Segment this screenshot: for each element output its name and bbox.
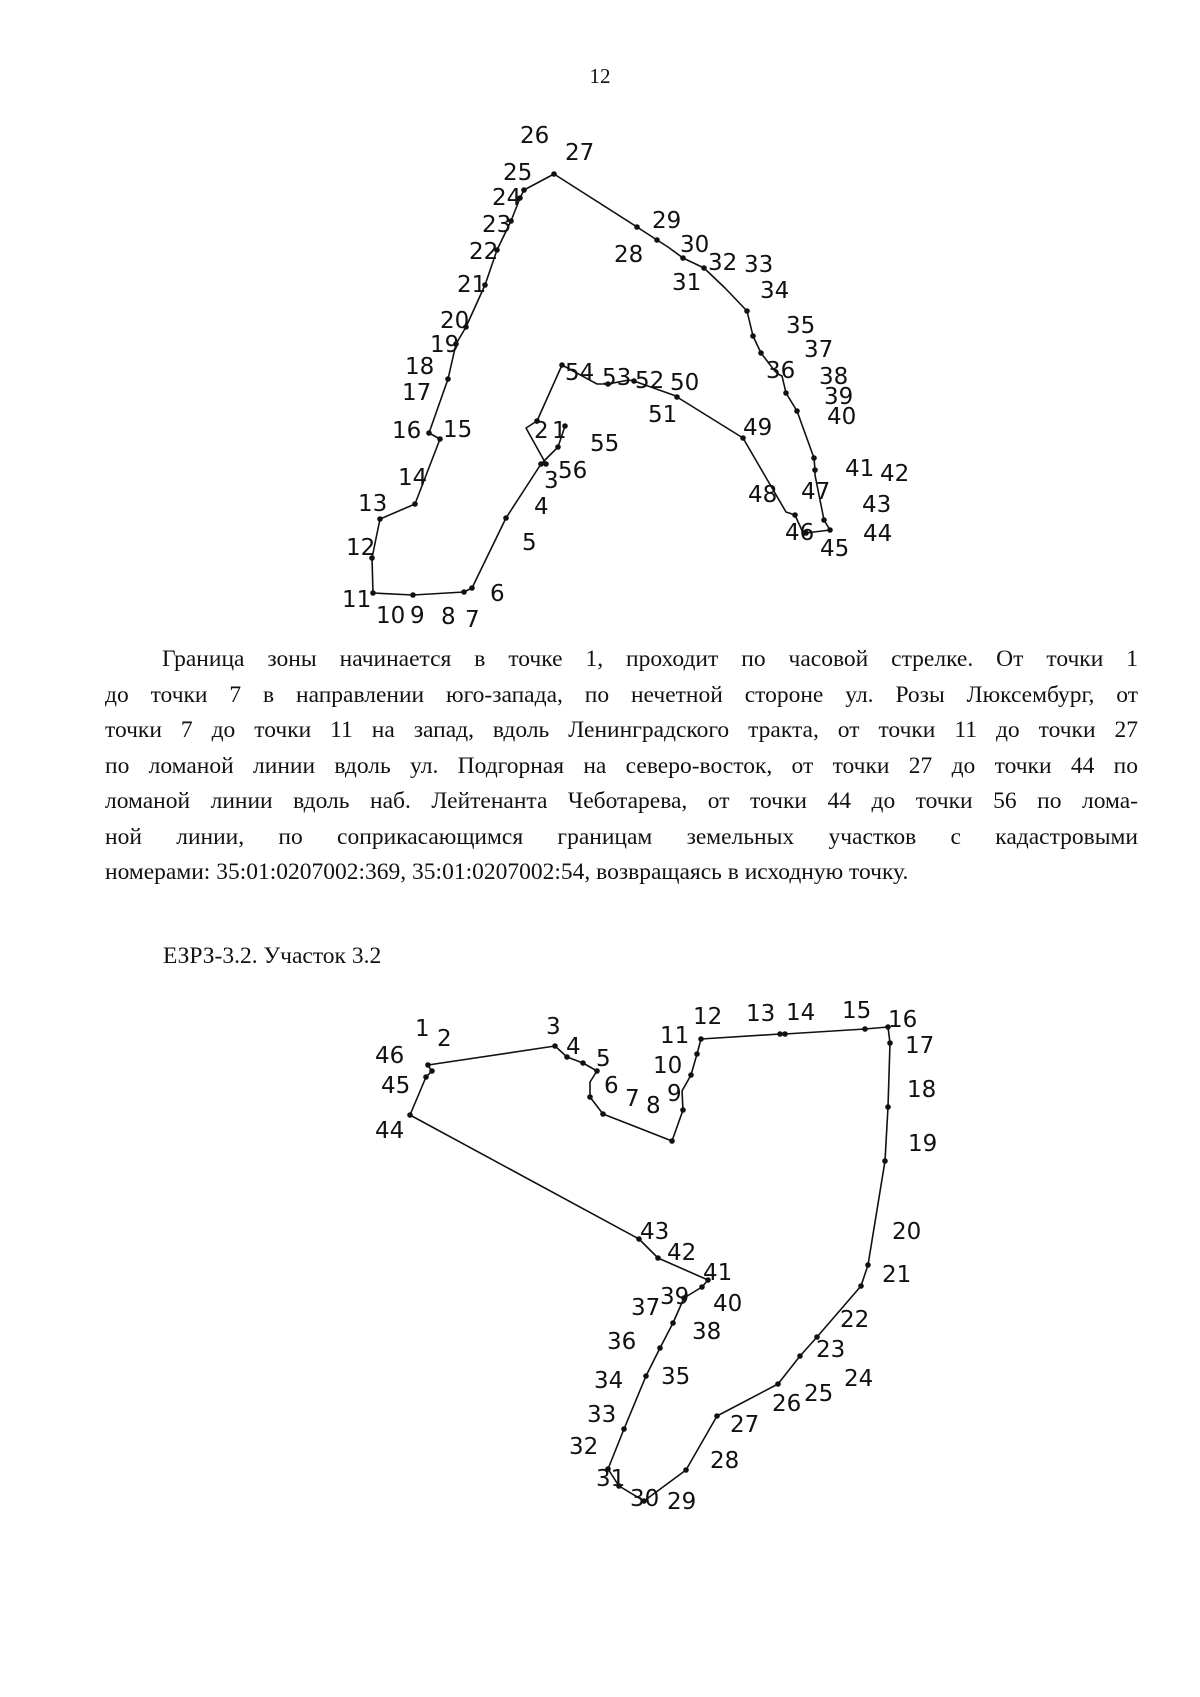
point-label: 31 <box>672 270 702 296</box>
point-label: 46 <box>785 520 815 546</box>
point-label: 5 <box>522 530 537 556</box>
point-label: 19 <box>430 332 460 358</box>
section-title: ЕЗРЗ-3.2. Участок 3.2 <box>163 943 382 969</box>
point-label: 18 <box>405 354 435 380</box>
point-label: 32 <box>708 250 738 276</box>
point-label: 32 <box>569 1434 599 1460</box>
point-label: 28 <box>710 1448 740 1474</box>
description-line: ной линии, по соприкасающимся границам земельных участков с кадастровыми <box>105 823 1138 850</box>
point-label: 19 <box>908 1131 938 1157</box>
point-label: 49 <box>743 415 773 441</box>
point-label: 24 <box>844 1366 874 1392</box>
point-label: 31 <box>596 1466 626 1492</box>
point-label: 20 <box>440 308 470 334</box>
point-label: 34 <box>594 1368 624 1394</box>
point-label: 38 <box>692 1319 722 1345</box>
point-label: 11 <box>342 587 372 613</box>
point-label: 15 <box>443 417 473 443</box>
point-label: 17 <box>905 1033 935 1059</box>
point-label: 47 <box>801 479 831 505</box>
point-label: 2 <box>534 418 549 444</box>
point-label: 8 <box>646 1093 661 1119</box>
point-label: 3 <box>546 1014 561 1040</box>
point-label: 33 <box>587 1402 617 1428</box>
point-label: 27 <box>730 1412 760 1438</box>
point-label: 8 <box>441 604 456 630</box>
point-label: 23 <box>816 1337 846 1363</box>
description-line: точки 7 до точки 11 на запад, вдоль Ленинградского тракта, от точки 11 до точки 27 <box>105 717 1138 743</box>
point-label: 28 <box>614 242 644 268</box>
point-label: 41 <box>703 1260 733 1286</box>
description-line: по ломаной линии вдоль ул. Подгорная на северо-восток, от точки 27 до точки 44 по <box>105 752 1138 779</box>
point-label: 35 <box>661 1364 691 1390</box>
point-label: 15 <box>842 998 872 1024</box>
point-label: 26 <box>772 1391 802 1417</box>
point-label: 16 <box>888 1007 918 1033</box>
point-label: 36 <box>766 358 796 384</box>
point-label: 48 <box>748 482 778 508</box>
point-label: 40 <box>713 1291 743 1317</box>
point-label: 35 <box>786 313 816 339</box>
point-label: 22 <box>469 239 499 265</box>
point-label: 44 <box>863 521 893 547</box>
point-label: 36 <box>607 1329 637 1355</box>
point-label: 21 <box>882 1262 912 1288</box>
point-label: 9 <box>667 1081 682 1107</box>
point-label: 42 <box>667 1240 697 1266</box>
description-line: Граница зоны начинается в точке 1, проходит по часовой стрелке. От точки 1 <box>162 646 1138 672</box>
point-label: 30 <box>630 1486 660 1512</box>
point-label: 11 <box>660 1023 690 1049</box>
point-label: 43 <box>640 1219 670 1245</box>
point-label: 29 <box>652 208 682 234</box>
point-label: 13 <box>358 491 388 517</box>
point-label: 30 <box>680 232 710 258</box>
point-label: 4 <box>534 494 549 520</box>
point-label: 16 <box>392 418 422 444</box>
point-label: 2 <box>437 1026 452 1052</box>
point-label: 6 <box>490 581 505 607</box>
description-line: номерами: 35:01:0207002:369, 35:01:0207002:54, возвращаясь в исходную точку. <box>105 859 909 885</box>
point-label: 29 <box>667 1489 697 1515</box>
point-label: 12 <box>346 535 376 561</box>
description-line: до точки 7 в направлении юго-запада, по нечетной стороне ул. Розы Люксембург, от <box>105 681 1138 708</box>
point-label: 5 <box>596 1046 611 1072</box>
point-label: 7 <box>465 607 480 633</box>
point-label: 40 <box>827 404 857 430</box>
point-label: 14 <box>786 1000 816 1026</box>
point-label: 1 <box>552 418 567 444</box>
point-label: 26 <box>520 123 550 149</box>
point-label: 39 <box>660 1284 690 1310</box>
point-label: 45 <box>381 1073 411 1099</box>
point-label: 4 <box>566 1034 581 1060</box>
point-label: 37 <box>804 337 834 363</box>
point-label: 10 <box>376 603 406 629</box>
point-label: 7 <box>625 1086 640 1112</box>
point-label: 51 <box>648 402 678 428</box>
point-label: 13 <box>746 1001 776 1027</box>
point-label: 37 <box>631 1295 661 1321</box>
point-label: 23 <box>482 212 512 238</box>
point-label: 34 <box>760 278 790 304</box>
point-label: 50 <box>670 370 700 396</box>
point-label: 22 <box>840 1307 870 1333</box>
point-label: 27 <box>565 140 595 166</box>
point-label: 24 <box>492 185 522 211</box>
point-label: 3 <box>544 468 559 494</box>
point-label: 10 <box>653 1053 683 1079</box>
point-label: 33 <box>744 252 774 278</box>
point-label: 52 <box>635 368 665 394</box>
point-label: 21 <box>457 272 487 298</box>
point-label: 45 <box>820 536 850 562</box>
point-label: 12 <box>693 1004 723 1030</box>
point-label: 44 <box>375 1118 405 1144</box>
point-label: 54 <box>565 360 595 386</box>
point-label: 53 <box>602 365 632 391</box>
point-label: 6 <box>604 1073 619 1099</box>
point-label: 46 <box>375 1043 405 1069</box>
description-line: ломаной линии вдоль наб. Лейтенанта Чеботарева, от точки 44 до точки 56 по лома- <box>105 788 1138 814</box>
point-label: 17 <box>402 380 432 406</box>
point-label: 25 <box>503 160 533 186</box>
point-label: 1 <box>415 1016 430 1042</box>
point-label: 20 <box>892 1219 922 1245</box>
point-label: 18 <box>907 1077 937 1103</box>
point-label: 39 <box>824 384 854 410</box>
point-label: 56 <box>558 458 588 484</box>
point-label: 38 <box>819 364 849 390</box>
point-label: 42 <box>880 461 910 487</box>
point-label: 55 <box>590 431 620 457</box>
page-number: 12 <box>589 64 611 88</box>
point-label: 43 <box>862 492 892 518</box>
point-label: 14 <box>398 465 428 491</box>
point-label: 41 <box>845 456 875 482</box>
point-label: 9 <box>410 603 425 629</box>
point-label: 25 <box>804 1381 834 1407</box>
